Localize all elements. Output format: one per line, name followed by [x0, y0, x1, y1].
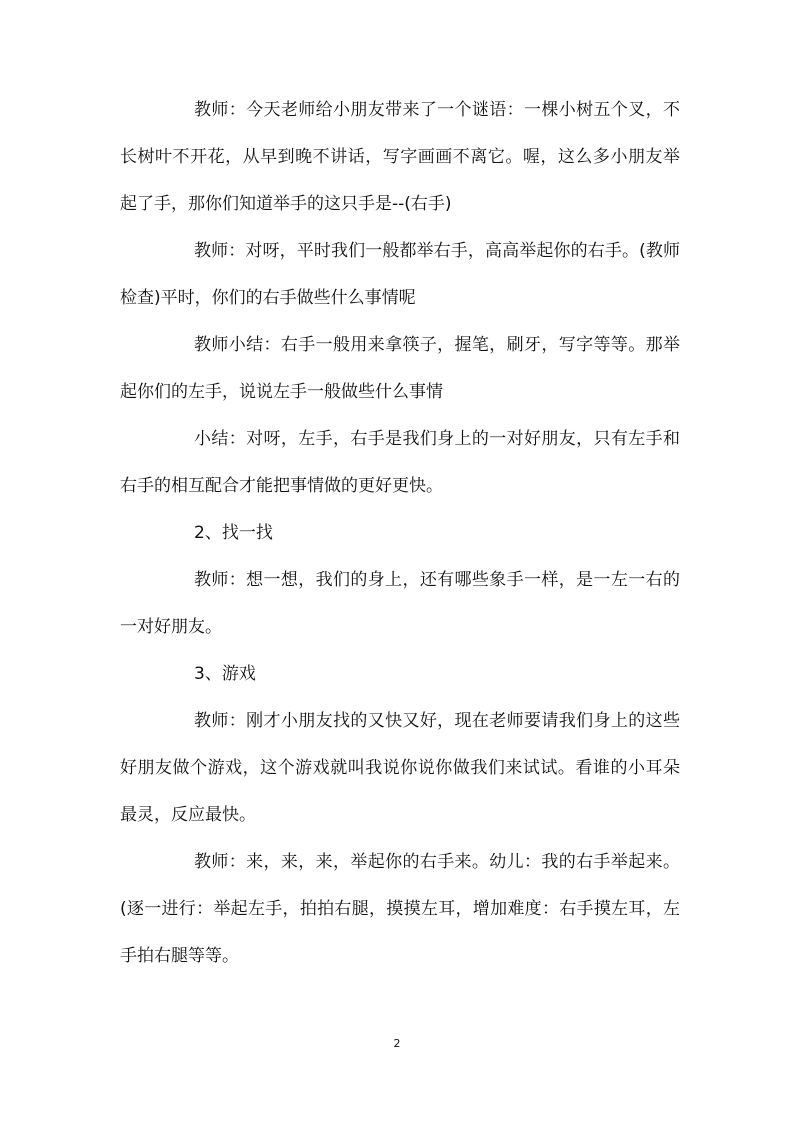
- section-heading-find: 2、找一找: [194, 523, 273, 543]
- paragraph-raise-right-hand: 教师：对呀，平时我们一般都举右手，高高举起你的右手。(教师检查)平时，你们的右手做些什么事情呢: [120, 241, 680, 308]
- paragraph-game-intro: 教师：刚才小朋友找的又快又好，现在老师要请我们身上的这些好朋友做个游戏，这个游戏就叫我说你说你做我们来试试。看谁的小耳朵最灵，反应最快。: [120, 711, 680, 825]
- paragraph-find: 教师：想一想，我们的身上，还有哪些象手一样，是一左一右的一对好朋友。: [120, 570, 680, 637]
- page-number: 2: [393, 1037, 401, 1050]
- paragraph-game-instructions: 教师：来，来，来，举起你的右手来。幼儿：我的右手举起来。(逐一进行：举起左手，拍拍右腿，摸摸左耳，增加难度：右手摸左耳，左手拍右腿等等。: [120, 852, 680, 966]
- section-heading-game: 3、游戏: [194, 664, 256, 684]
- paragraph-summary: 小结：对呀，左手，右手是我们身上的一对好朋友，只有左手和右手的相互配合才能把事情做的更好更快。: [120, 429, 680, 496]
- paragraph-teacher-summary: 教师小结：右手一般用来拿筷子，握笔，刷牙，写字等等。那举起你们的左手，说说左手一般做些什么事情: [120, 335, 680, 402]
- paragraph-riddle: 教师：今天老师给小朋友带来了一个谜语：一棵小树五个叉，不长树叶不开花，从早到晚不讲话，写字画画不离它。喔，这么多小朋友举起了手，那你们知道举手的这只手是--(右手): [120, 100, 680, 214]
